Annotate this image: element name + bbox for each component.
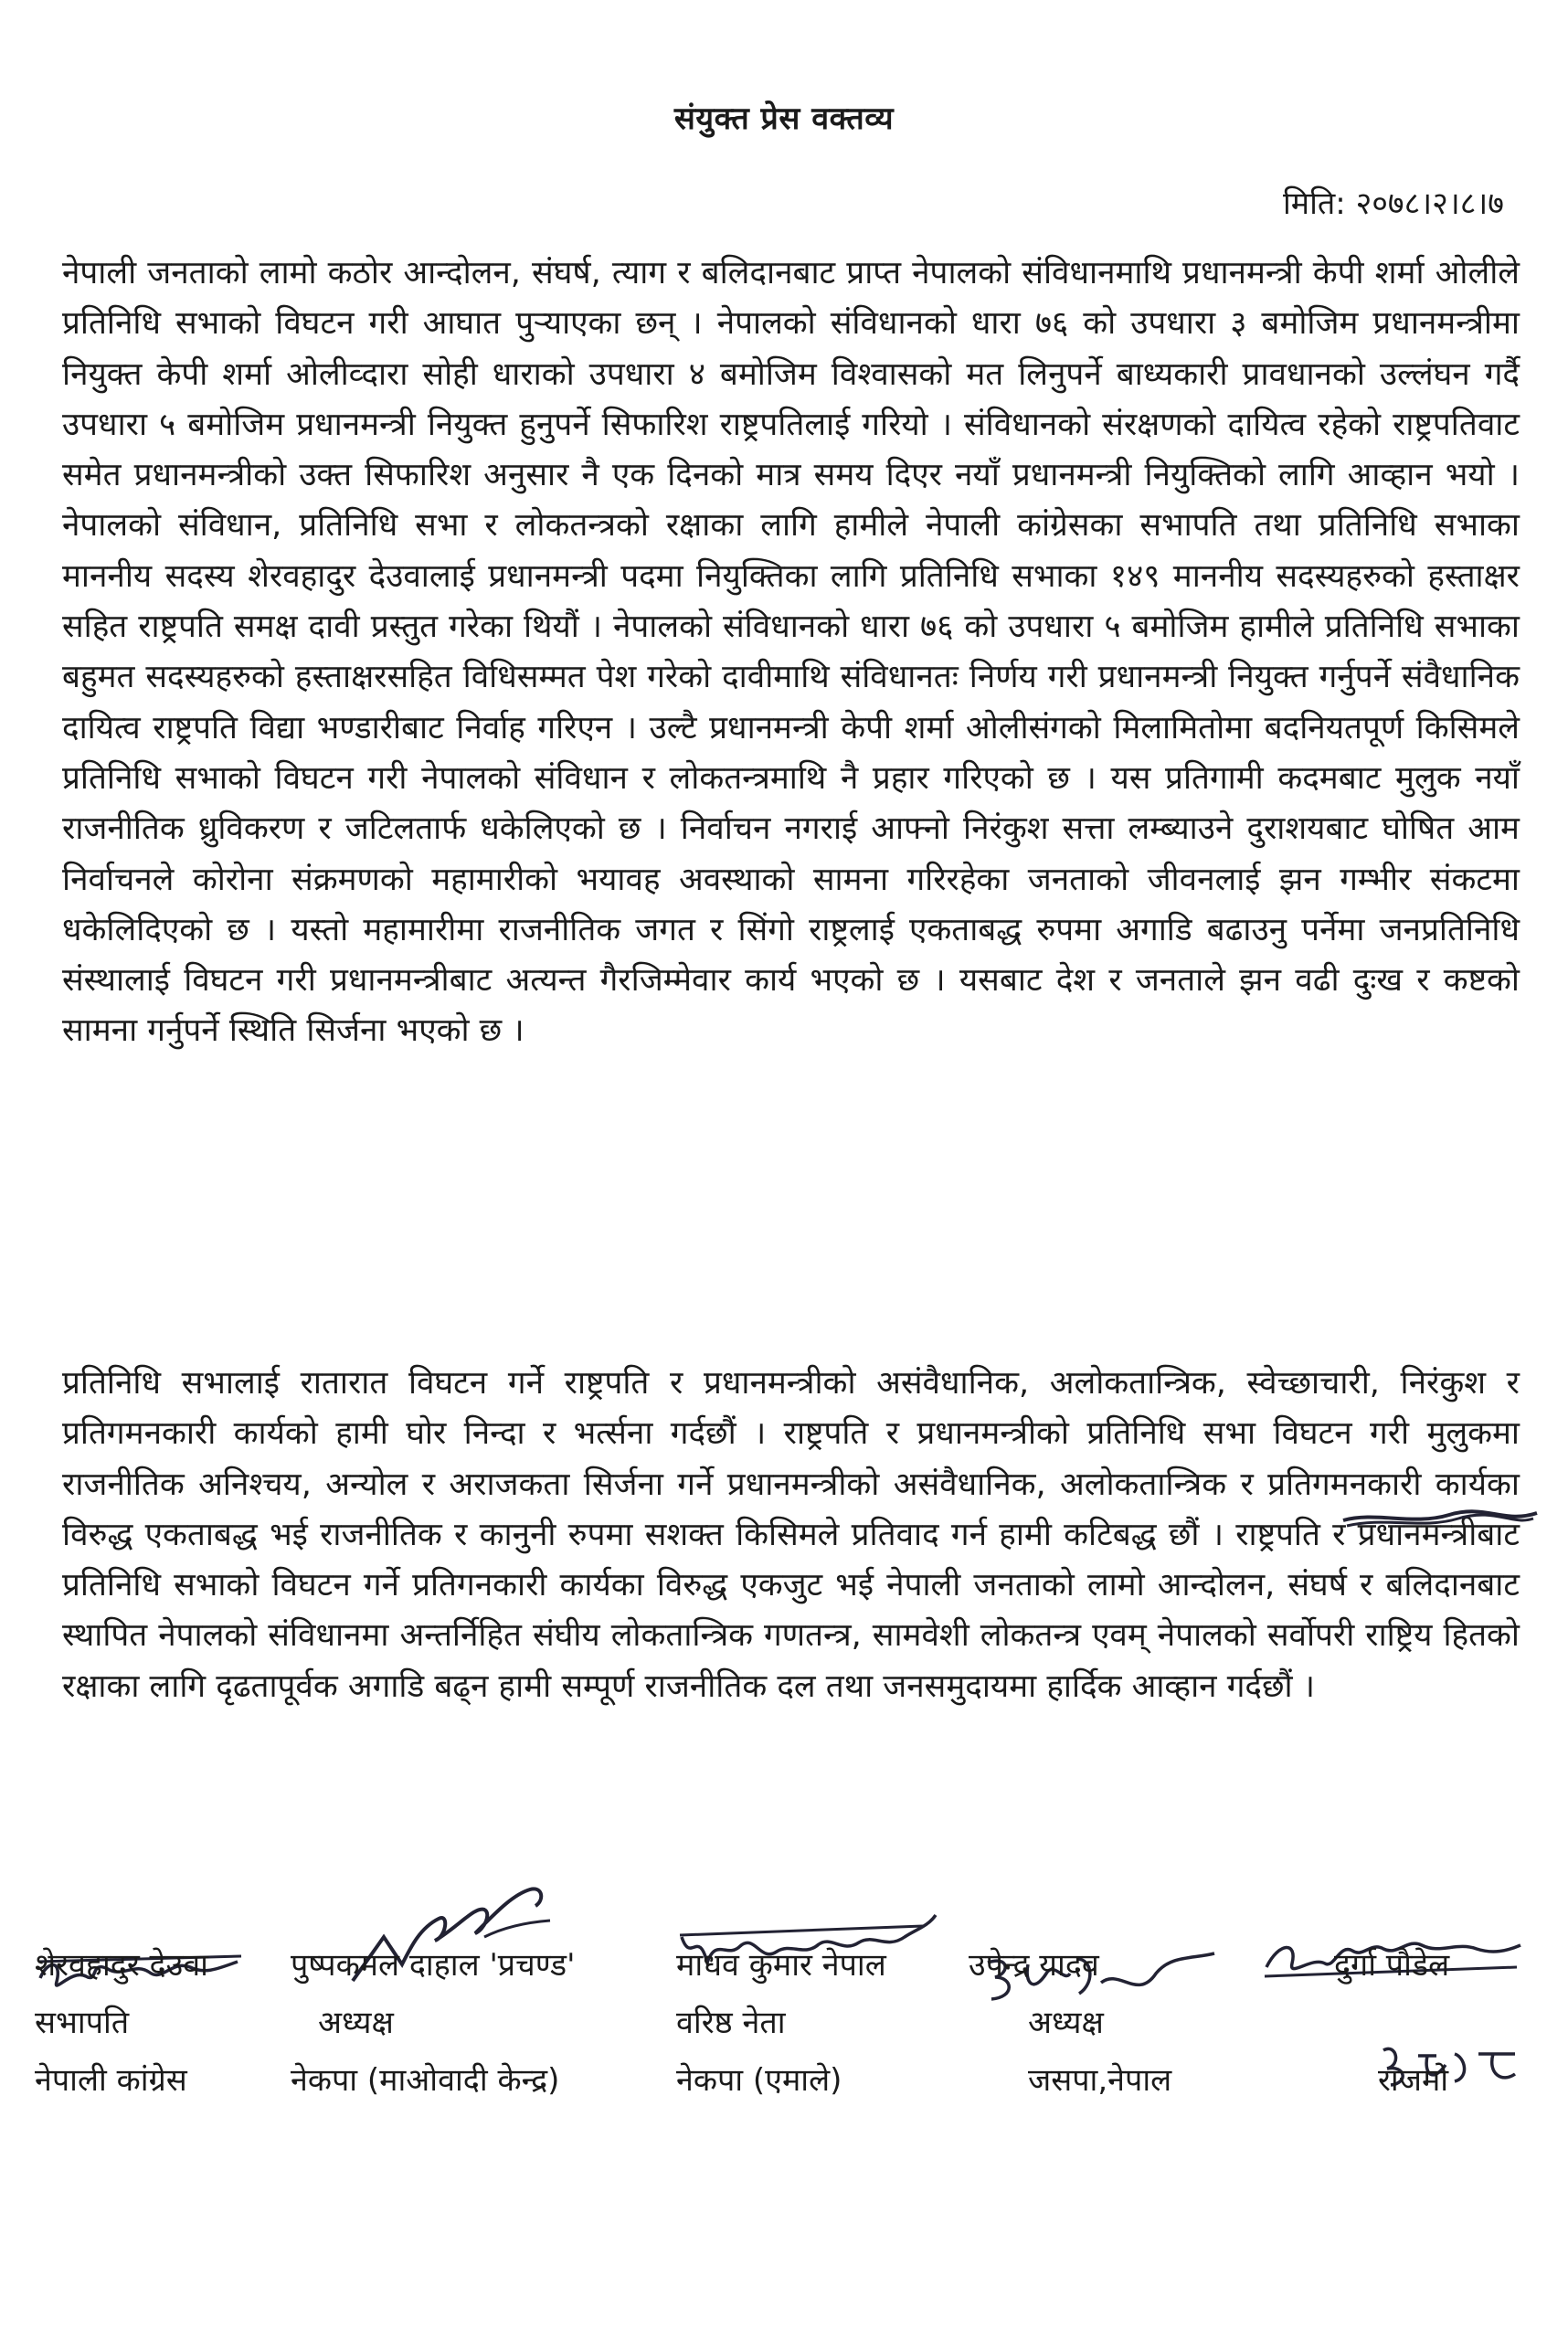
- signatory-party: नेकपा (एमाले): [676, 2062, 842, 2099]
- signatory-title: अध्यक्ष: [1028, 2005, 1104, 2041]
- signatory-party: नेकपा (माओवादी केन्द्र): [291, 2062, 560, 2099]
- signatory-3: [676, 1937, 886, 2110]
- signatory-1: [35, 1937, 208, 2110]
- paragraph-1: नेपाली जनताको लामो कठोर आन्दोलन, संघर्ष, त्याग र बलिदानबाट प्राप्त नेपालको संविधानमाथि प्रधानमन्त्री केपी शर्मा ओलीले प्रतिनिधि सभाको विघटन गरी आघात पुर्‍याएका छन् । नेपालको संविधानको धारा ७६ को उपधारा ३ बमोजिम प्रधानमन्त्रीमा नियुक्त केपी शर्मा ओलीव्दारा सोही धाराको उपधारा ४ बमोजिम विश्वासको मत लिनुपर्ने बाध्यकारी प्रावधानको उल्लंघन गर्दै उपधारा ५ बमोजिम प्रधानमन्त्री नियुक्त हुनुपर्ने सिफारिश राष्ट्रपतिलाई गरियो । संविधानको संरक्षणको दायित्व रहेको राष्ट्रपतिवाट समेत प्रधानमन्त्रीको उक्त सिफारिश अनुसार नै एक दिनको मात्र समय दिएर नयाँ प्रधानमन्त्री नियुक्तिको लागि आव्हान भयो । नेपालको संविधान, प्रतिनिधि सभा र लोकतन्त्रको रक्षाका लागि हामीले नेपाली कांग्रेसका सभापति तथा प्रतिनिधि सभाका माननीय सदस्य शेरवहादुर देउवालाई प्रधानमन्त्री पदमा नियुक्तिका लागि प्रतिनिधि सभाका १४९ माननीय सदस्यहरुको हस्ताक्षर सहित राष्ट्रपति समक्ष दावी प्रस्तुत गरेका थियौं । नेपालको संविधानको धारा ७६ को उपधारा ५ बमोजिम हामीले प्रतिनिधि सभाका बहुमत सदस्यहरुको हस्ताक्षरसहित विधिसम्मत पेश गरेको दावीमाथि संविधानतः निर्णय गरी प्रधानमन्त्री नियुक्त गर्नुपर्ने संवैधानिक दायित्व राष्ट्रपति विद्या भण्डारीबाट निर्वाह गरिएन । उल्टै प्रधानमन्त्री केपी शर्मा ओलीसंगको मिलामितोमा बदनियतपूर्ण किसिमले प्रतिनिधि सभाको विघटन गरी नेपालको संविधान र लोकतन्त्रमाथि नै प्रहार गरिएको छ । यस प्रतिगामी कदमबाट मुलुक नयाँ राजनीतिक ध्रुविकरण र जटिलतार्फ धकेलिएको छ । निर्वाचन नगराई आफ्नो निरंकुश सत्ता लम्ब्याउने दुराशयबाट घोषित आम निर्वाचनले कोरोना संक्रमणको महामारीको भयावह अवस्थाको सामना गरिरहेका जनताको जीवनलाई झन गम्भीर संकटमा धकेलिदिएको छ । यस्तो महामारीमा राजनीतिक जगत र सिंगो राष्ट्रलाई एकताबद्ध रुपमा अगाडि बढाउनु पर्नेमा जनप्रतिनिधि संस्थालाई विघटन गरी प्रधानमन्त्रीबाट अत्यन्त गैरजिम्मेवार कार्य भएको छ । यसबाट देश र जनताले झन वढी दुःख र कष्टको सामना गर्नुपर्ने स्थिति सिर्जना भएको छ ।: [62, 255, 1520, 1050]
- document-date: मिति: २०७८।२।८।७: [1282, 185, 1504, 222]
- signatory-title: अध्यक्ष: [318, 2005, 394, 2041]
- signatory-party: राजमो: [1378, 2062, 1449, 2099]
- document-title: संयुक्त प्रेस वक्तव्य: [673, 101, 895, 137]
- signatory-name: माधव कुमार नेपाल: [676, 1947, 886, 1984]
- signatory-title: वरिष्ठ नेता: [676, 2005, 786, 2041]
- signatory-title: [1334, 1995, 1473, 2052]
- signatory-party: जसपा,नेपाल: [1028, 2062, 1172, 2099]
- signatory-4: [969, 1937, 1171, 2110]
- signatory-2: [291, 1937, 575, 2110]
- signatory-title: सभापति: [35, 2005, 130, 2041]
- signatory-party: नेपाली कांग्रेस: [35, 2062, 187, 2099]
- signatory-name: उपेन्द्र यादव: [969, 1947, 1099, 1984]
- paragraph-2: प्रतिनिधि सभालाई रातारात विघटन गर्ने राष्ट्रपति र प्रधानमन्त्रीको असंवैधानिक, अलोकतान्त्रिक, स्वेच्छाचारी, निरंकुश र प्रतिगमनकारी कार्यको हामी घोर निन्दा र भर्त्सना गर्दछौं । राष्ट्रपति र प्रधानमन्त्रीको प्रतिनिधि सभा विघटन गरी मुलुकमा राजनीतिक अनिश्चय, अन्योल र अराजकता सिर्जना गर्ने प्रधानमन्त्रीको असंवैधानिक, अलोकतान्त्रिक र प्रतिगमनकारी कार्यका विरुद्ध एकताबद्ध भई राजनीतिक र कानुनी रुपमा सशक्त किसिमले प्रतिवाद गर्न हामी कटिबद्ध छौं । राष्ट्रपति र प्रधानमन्त्रीबाट प्रतिनिधि सभाको विघटन गर्ने प्रतिगनकारी कार्यका विरुद्ध एकजुट भई नेपाली जनताको लामो आन्दोलन, संघर्ष र बलिदानबाट स्थापित नेपालको संविधानमा अन्तर्निहित संघीय लोकतान्त्रिक गणतन्त्र, सामवेशी लोकतन्त्र एवम् नेपालको सर्वोपरी राष्ट्रिय हितको रक्षाका लागि दृढतापूर्वक अगाडि बढ्न हामी सम्पूर्ण राजनीतिक दल तथा जनसमुदायमा हार्दिक आव्हान गर्दछौं ।: [62, 1365, 1520, 1705]
- signatory-name: शेरवहादुर देउवा: [35, 1947, 208, 1984]
- signatory-name: दुर्गा पौडेल: [1334, 1947, 1450, 1984]
- signatory-name: पुष्पकमल दाहाल 'प्रचण्ड': [291, 1947, 576, 1984]
- signatory-5: [1334, 1937, 1473, 2110]
- strike-through-mark: [1340, 1498, 1541, 1539]
